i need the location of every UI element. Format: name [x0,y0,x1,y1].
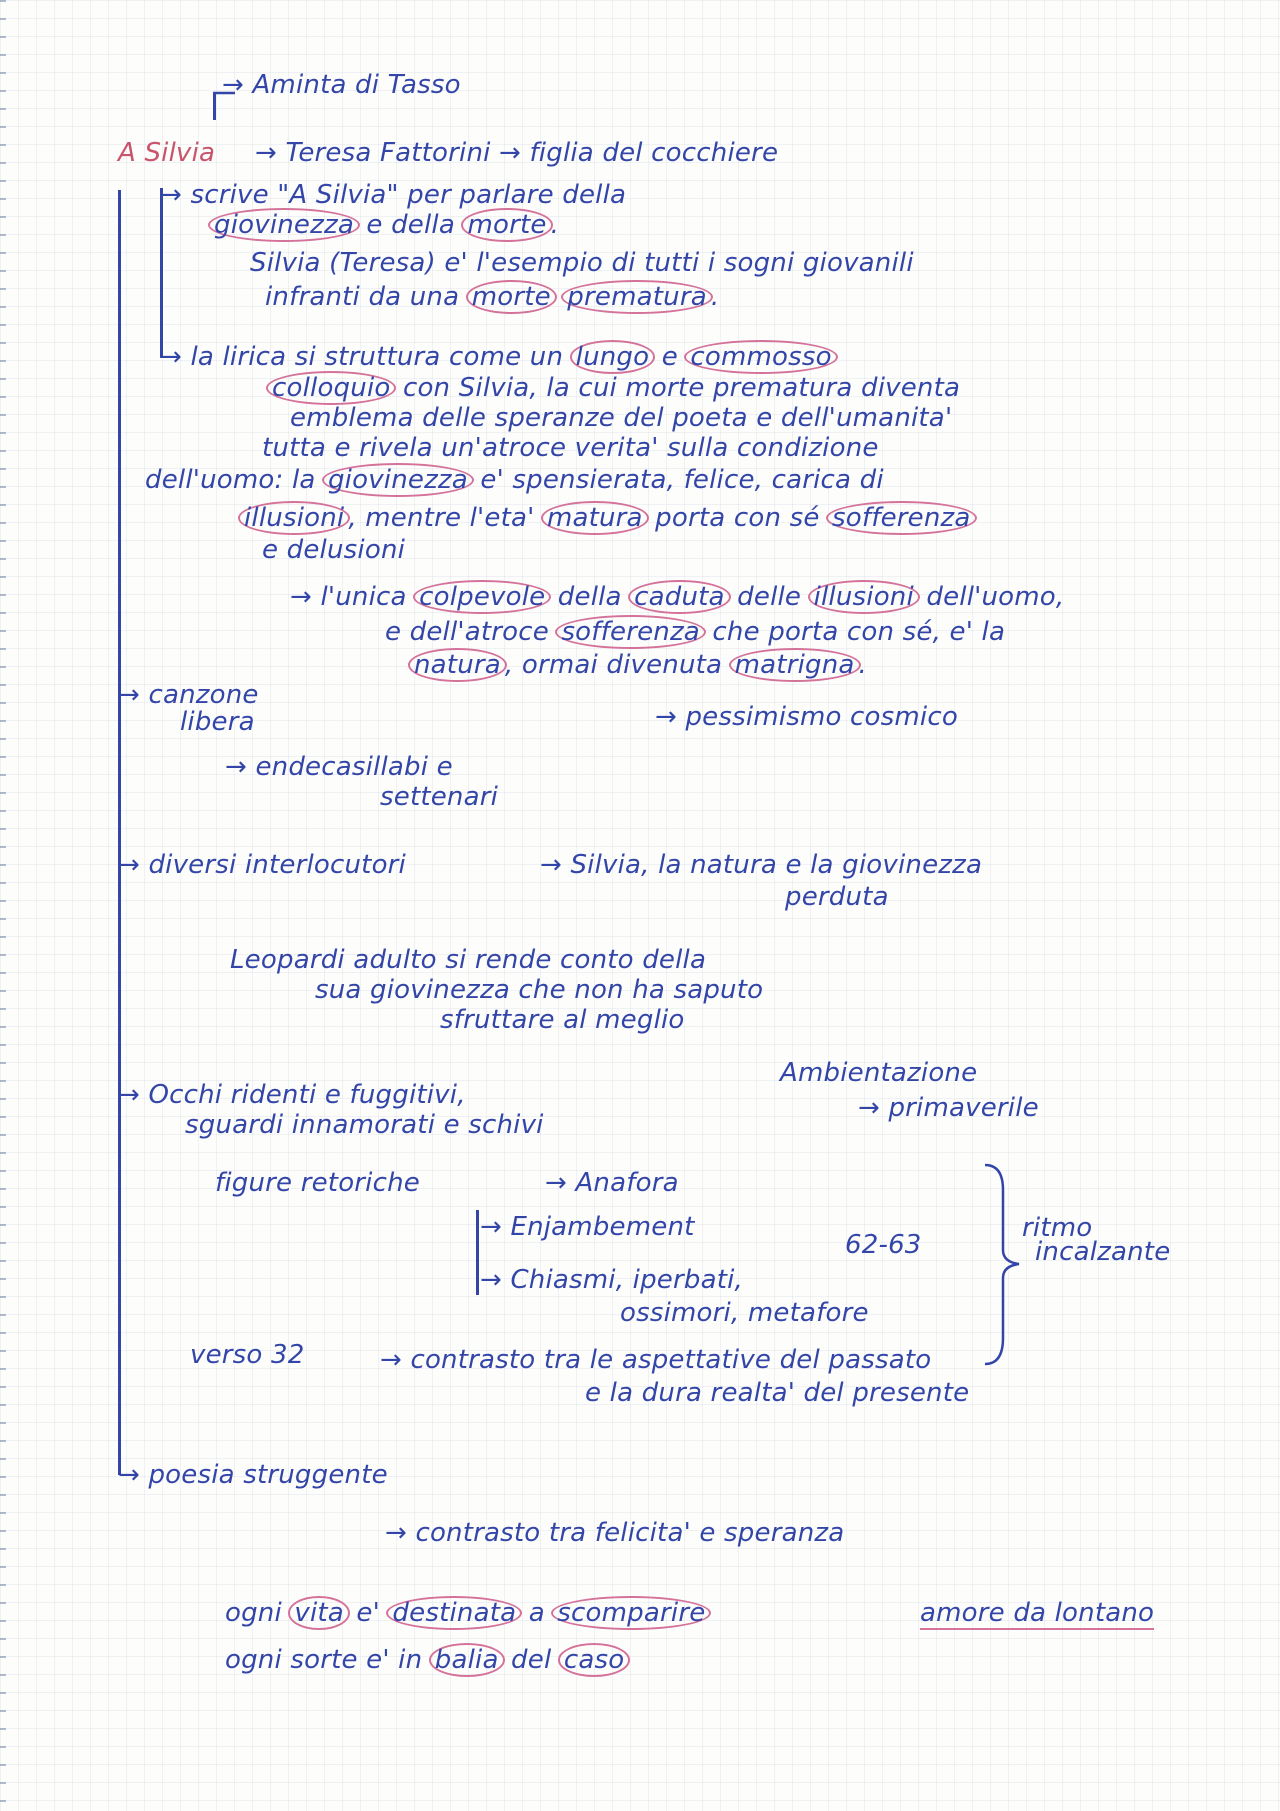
ogni-vita-line: ogni vita e' destinata a scomparire [225,1598,709,1628]
highlight-prematura: prematura [561,280,713,314]
highlight-lungo: lungo [570,340,656,374]
lirica-line-6: illusioni , mentre l'eta' matura porta con sé sofferenza [240,503,975,533]
silvia-line-1: Silvia (Teresa) e' l'esempio di tutti i sogni giovanili [250,248,914,278]
interlocutori-note: → diversi interlocutori [118,850,406,880]
title-arrow-note: → Teresa Fattorini → figlia del cocchiere [255,138,779,168]
leopardi-line-3: sfruttare al meglio [440,1005,685,1035]
lirica-line-1: → la lirica si struttura come un lungo e commosso [160,342,836,372]
endecasillabi-line-2: settenari [380,782,499,812]
highlight-colpevole: colpevole [413,580,551,614]
highlight-destinata: destinata [386,1596,522,1630]
enjambement-note: → Enjambement [480,1212,695,1242]
verso-32-line-2: e la dura realta' del presente [585,1378,970,1408]
highlight-caduta: caduta [628,580,731,614]
scrive-line-2: giovinezza e della morte . [210,210,559,240]
occhi-line-2: sguardi innamorati e schivi [185,1110,544,1140]
highlight-giovinezza-2: giovinezza [322,463,474,497]
highlight-sofferenza: sofferenza [826,501,977,535]
contrasto-felicita: → contrasto tra felicita' e speranza [385,1518,845,1548]
highlight-balia: balia [429,1643,505,1677]
verso-32-line-1: → contrasto tra le aspettative del passato [380,1345,932,1375]
lirica-line-4: tutta e rivela un'atroce verita' sulla condizione [262,433,879,463]
highlight-sofferenza-2: sofferenza [555,615,706,649]
leopardi-line-1: Leopardi adulto si rende conto della [230,945,707,975]
leopardi-line-2: sua giovinezza che non ha saputo [315,975,764,1005]
highlight-morte: morte [461,208,552,242]
canzone-line-1: → canzone [118,680,259,710]
ritmo-line-2: incalzante [1035,1237,1171,1267]
endecasillabi-line-1: → endecasillabi e [225,752,453,782]
right-brace [985,1165,1019,1364]
poesia-struggente: → poesia struggente [118,1460,388,1490]
scrive-line-1: → scrive "A Silvia" per parlare della [160,180,627,210]
highlight-morte-2: morte [466,280,557,314]
aminta-note: → Aminta di Tasso [222,70,461,100]
lirica-line-2: colloquio con Silvia, la cui morte prematura diventa [268,373,960,403]
chiasmi-line-1: → Chiasmi, iperbati, [480,1265,743,1295]
ambientazione-note: Ambientazione [780,1058,978,1088]
lirica-line-3: emblema delle speranze del poeta e dell'umanita' [290,403,953,433]
highlight-commosso: commosso [684,340,837,374]
highlight-natura: natura [408,648,507,682]
enjambement-verses: 62-63 [845,1230,922,1260]
highlight-giovinezza: giovinezza [208,208,360,242]
highlight-vita: vita [288,1596,350,1630]
lirica-line-7: e delusioni [262,535,406,565]
verso-32-label: verso 32 [190,1340,305,1370]
unica-line-1: → l'unica colpevole della caduta delle illusioni dell'uomo, [290,582,1065,612]
silvia-line-2: infranti da una morte prematura . [265,282,720,312]
unica-line-3: natura , ormai divenuta matrigna . [410,650,867,680]
highlight-scomparire: scomparire [551,1596,711,1630]
canzone-line-2: libera [180,707,255,737]
highlight-illusioni: illusioni [238,501,350,535]
anafora-note: → Anafora [545,1168,679,1198]
interlocutori-arrow: → Silvia, la natura e la giovinezza [540,850,983,880]
perduta-note: perduta [785,882,889,912]
highlight-caso: caso [558,1643,630,1677]
highlight-illusioni-2: illusioni [808,580,920,614]
pessimismo-note: → pessimismo cosmico [655,702,958,732]
ritmo-line-1: ritmo [1022,1213,1093,1243]
chiasmi-line-2: ossimori, metafore [620,1298,869,1328]
highlight-colloquio: colloquio [266,371,396,405]
highlight-matrigna: matrigna [729,648,861,682]
lirica-line-5: dell'uomo: la giovinezza e' spensierata, felice, carica di [145,465,884,495]
unica-line-2: e dell'atroce sofferenza che porta con sé, e' la [385,617,1006,647]
occhi-line-1: → Occhi ridenti e fuggitivi, [118,1080,466,1110]
figure-retoriche: figure retoriche [215,1168,420,1198]
ogni-sorte-line: ogni sorte e' in balia del caso [225,1645,628,1675]
amore-da-lontano: amore da lontano [920,1598,1155,1628]
highlight-matura: matura [541,501,649,535]
primaverile-note: → primaverile [858,1093,1039,1123]
page-title: A Silvia [118,138,216,168]
